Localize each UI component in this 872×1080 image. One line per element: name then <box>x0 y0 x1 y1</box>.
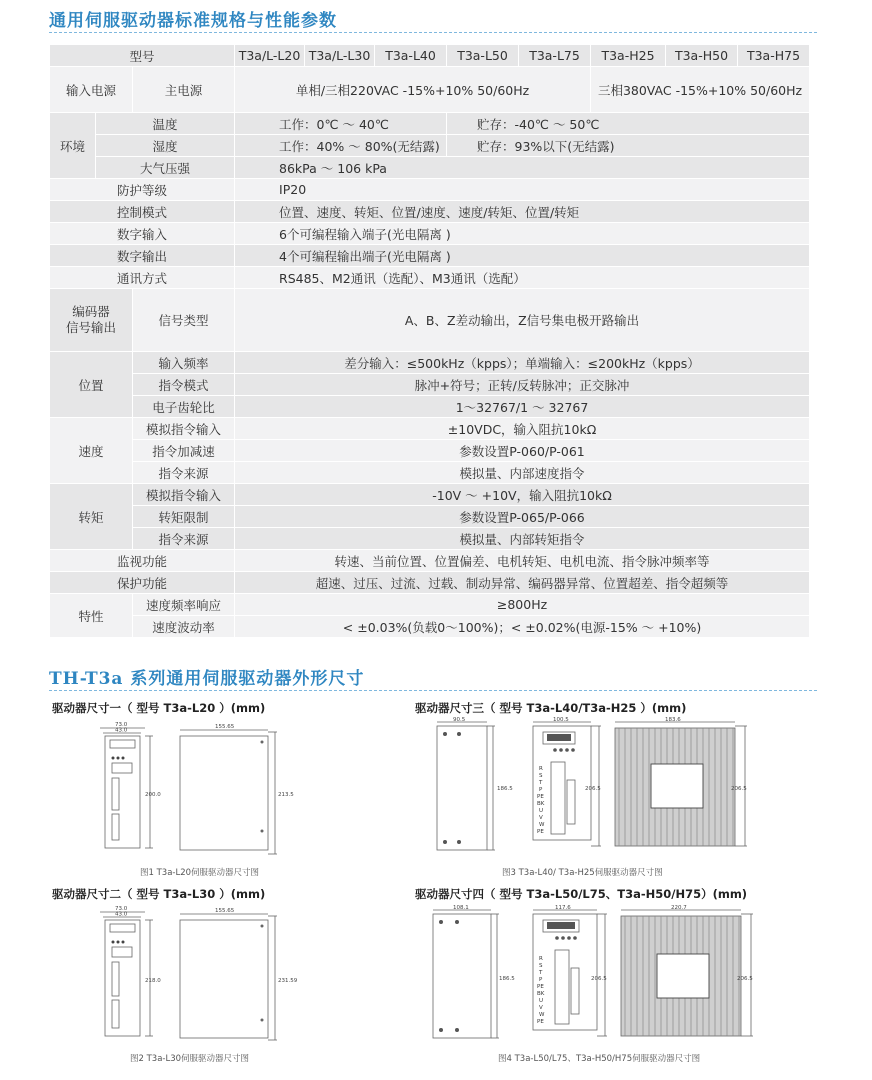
row-value: 单相/三相220VAC -15%+10% 50/60Hz <box>235 67 591 113</box>
terminal-labels <box>537 956 545 1025</box>
row-label: 数字输入 <box>50 223 235 245</box>
figure-caption-2: 图2 T3a-L30伺服驱动器尺寸图 <box>130 1054 250 1064</box>
dim-front-height-label: 206.5 <box>585 786 601 792</box>
dim-width-label: 108.1 <box>453 905 469 911</box>
row-label: 指令来源 <box>133 462 235 484</box>
terminal-label: S <box>539 963 543 969</box>
dim-width-label: 73.0 <box>115 722 128 728</box>
row-group-label: 速度 <box>50 418 133 484</box>
table-row <box>50 267 810 289</box>
model-cell: T3a/L-L20 <box>235 45 305 67</box>
row-label: 保护功能 <box>50 572 235 594</box>
row-label: 湿度 <box>96 135 235 157</box>
terminal-label: R <box>539 766 543 772</box>
row-value: 86kPa ～ 106 kPa <box>235 157 810 179</box>
model-cell: T3a-L50 <box>447 45 519 67</box>
row-group-label: 位置 <box>50 352 133 418</box>
terminal-label: S <box>539 773 543 779</box>
terminal-label: U <box>539 998 544 1004</box>
terminal-labels <box>537 766 545 835</box>
row-value: A、B、Z差动输出，Z信号集电极开路输出 <box>235 289 810 352</box>
table-row <box>50 179 810 201</box>
drawing-t3a-l30 <box>95 902 300 1044</box>
terminal-label: P <box>539 977 543 983</box>
table-row <box>50 484 810 506</box>
row-label: 控制模式 <box>50 201 235 223</box>
row-value: 工作：40% ～ 80%(无结露) <box>235 135 447 157</box>
terminal-label: W <box>539 822 545 828</box>
terminal-label: T <box>539 780 543 786</box>
table-row <box>50 289 810 352</box>
table-row <box>50 572 810 594</box>
model-cell: T3a-H75 <box>738 45 810 67</box>
table-row <box>50 113 810 135</box>
row-value: 超速、过压、过流、过载、制动异常、编码器异常、位置超差、指令超频等 <box>235 572 810 594</box>
dim-width-label: 73.0 <box>115 906 128 912</box>
row-value: IP20 <box>235 179 810 201</box>
dim-total-height-label: 213.5 <box>278 792 294 798</box>
row-group-label: 编码器 信号输出 <box>50 289 133 352</box>
terminal-label: W <box>539 1012 545 1018</box>
dim-side-height-label: 206.5 <box>737 976 753 982</box>
model-cell: T3a-H50 <box>666 45 738 67</box>
row-value: 贮存：93%以下(无结露) <box>447 135 810 157</box>
table-row <box>50 616 810 638</box>
spec-section-title: 通用伺服驱动器标准规格与性能参数 <box>49 11 337 31</box>
dimension-heading-2: 驱动器尺寸二（ 型号 T3a-L30 ）(mm) <box>52 887 266 901</box>
row-value: 模拟量、内部速度指令 <box>235 462 810 484</box>
table-row <box>50 245 810 267</box>
table-row <box>50 45 810 67</box>
row-value: 6个可编程输入端子(光电隔离 ) <box>235 223 810 245</box>
terminal-label: U <box>539 808 544 814</box>
terminal-label: PE <box>537 794 544 800</box>
row-label: 防护等级 <box>50 179 235 201</box>
table-row <box>50 396 810 418</box>
terminal-label: BK <box>537 801 545 807</box>
row-label: 指令来源 <box>133 528 235 550</box>
table-row <box>50 440 810 462</box>
table-row <box>50 550 810 572</box>
row-value: 参数设置P-060/P-061 <box>235 440 810 462</box>
dim-height-label: 200.0 <box>145 792 161 798</box>
dimension-heading-4: 驱动器尺寸四（ 型号 T3a-L50/L75、T3a-H50/H75）(mm) <box>415 887 748 901</box>
table-row <box>50 528 810 550</box>
row-group-label: 转矩 <box>50 484 133 550</box>
figure-caption-1: 图1 T3a-L20伺服驱动器尺寸图 <box>140 868 260 878</box>
drawing-t3a-l50-l75-h50-h75 <box>425 904 765 1048</box>
dim-width-label: 90.5 <box>453 717 466 723</box>
dim-side-height-label: 206.5 <box>731 786 747 792</box>
dim-inner-label: 43.0 <box>115 727 128 734</box>
row-label: 模拟指令输入 <box>133 418 235 440</box>
row-value: 三相380VAC -15%+10% 50/60Hz <box>591 67 810 113</box>
dim-depth-label: 220.7 <box>671 905 687 911</box>
row-value: ±10VDC，输入阻抗10kΩ <box>235 418 810 440</box>
row-value: ≥800Hz <box>235 594 810 616</box>
row-value: RS485、M2通讯（选配）、M3通讯（选配） <box>235 267 810 289</box>
terminal-label: BK <box>537 991 545 997</box>
model-cell: T3a-L75 <box>519 45 591 67</box>
table-row <box>50 157 810 179</box>
dim-height-label: 186.5 <box>497 786 513 792</box>
drawing-t3a-l40-h25 <box>425 716 765 860</box>
row-value: 模拟量、内部转矩指令 <box>235 528 810 550</box>
terminal-label: P <box>539 787 543 793</box>
dimension-heading-3: 驱动器尺寸三（ 型号 T3a-L40/T3a-H25 ）(mm) <box>415 701 687 715</box>
terminal-label: PE <box>537 1019 544 1025</box>
terminal-label: PE <box>537 829 544 835</box>
dim-total-height-label: 231.59 <box>278 978 298 984</box>
dim-front-width-label: 100.5 <box>553 717 569 723</box>
dim-depth-label: 155.65 <box>215 908 235 914</box>
model-cell: T3a-L40 <box>375 45 447 67</box>
row-label: 电子齿轮比 <box>133 396 235 418</box>
row-label: 信号类型 <box>133 289 235 352</box>
table-row <box>50 223 810 245</box>
terminal-label: PE <box>537 984 544 990</box>
row-value: 工作：0℃ ～ 40℃ <box>235 113 447 135</box>
table-row <box>50 418 810 440</box>
row-value: 4个可编程输出端子(光电隔离 ) <box>235 245 810 267</box>
row-label: 数字输出 <box>50 245 235 267</box>
row-label: 模拟指令输入 <box>133 484 235 506</box>
row-value: -10V ～ +10V，输入阻抗10kΩ <box>235 484 810 506</box>
dimension-heading-1: 驱动器尺寸一（ 型号 T3a-L20 ）(mm) <box>52 701 266 715</box>
dimension-section-title: TH-T3a 系列通用伺服驱动器外形尺寸 <box>49 669 365 689</box>
figure-caption-3: 图3 T3a-L40/ T3a-H25伺服驱动器尺寸图 <box>502 868 663 878</box>
model-cell: T3a/L-L30 <box>305 45 375 67</box>
table-row <box>50 506 810 528</box>
model-header-label: 型号 <box>50 45 235 67</box>
row-value: 参数设置P-065/P-066 <box>235 506 810 528</box>
row-group-label: 环境 <box>50 113 96 179</box>
row-label: 速度波动率 <box>133 616 235 638</box>
row-value: 贮存：-40℃ ～ 50℃ <box>447 113 810 135</box>
figure-caption-4: 图4 T3a-L50/L75、T3a-H50/H75伺服驱动器尺寸图 <box>498 1054 701 1064</box>
dimension-title-divider <box>49 690 817 692</box>
row-label: 输入频率 <box>133 352 235 374</box>
row-value: 差分输入：≤500kHz（kpps）；单端输入：≤200kHz（kpps） <box>235 352 810 374</box>
row-value: 脉冲+符号；正转/反转脉冲；正交脉冲 <box>235 374 810 396</box>
table-row <box>50 462 810 484</box>
terminal-label: V <box>539 1005 543 1011</box>
terminal-label: T <box>539 970 543 976</box>
row-label: 大气压强 <box>96 157 235 179</box>
dim-depth-label: 155.65 <box>215 724 235 730</box>
table-row <box>50 201 810 223</box>
row-group-label: 输入电源 <box>50 67 133 113</box>
row-group-label: 特性 <box>50 594 133 638</box>
dim-height-label: 218.0 <box>145 978 161 984</box>
spec-table <box>49 44 810 638</box>
row-label: 转矩限制 <box>133 506 235 528</box>
table-row <box>50 352 810 374</box>
row-value: 位置、速度、转矩、位置/速度、速度/转矩、位置/转矩 <box>235 201 810 223</box>
table-row <box>50 594 810 616</box>
table-row <box>50 374 810 396</box>
row-label: 指令模式 <box>133 374 235 396</box>
row-label: 主电源 <box>133 67 235 113</box>
dim-depth-label: 183.6 <box>665 717 681 723</box>
dim-height-label: 186.5 <box>499 976 515 982</box>
model-cell: T3a-H25 <box>591 45 666 67</box>
terminal-label: V <box>539 815 543 821</box>
row-value: < ±0.03%(负载0～100%)；< ±0.02%(电源-15% ～ +10%) <box>235 616 810 638</box>
table-row <box>50 67 810 113</box>
dim-front-width-label: 117.6 <box>555 905 571 911</box>
row-label: 温度 <box>96 113 235 135</box>
row-label: 速度频率响应 <box>133 594 235 616</box>
table-row <box>50 135 810 157</box>
spec-title-divider <box>49 32 817 34</box>
row-value: 1～32767/1 ～ 32767 <box>235 396 810 418</box>
row-value: 转速、当前位置、位置偏差、电机转矩、电机电流、指令脉冲频率等 <box>235 550 810 572</box>
row-label: 监视功能 <box>50 550 235 572</box>
row-label: 通讯方式 <box>50 267 235 289</box>
row-label: 指令加减速 <box>133 440 235 462</box>
dim-front-height-label: 206.5 <box>591 976 607 982</box>
terminal-label: R <box>539 956 543 962</box>
drawing-t3a-l20 <box>95 718 300 860</box>
dim-inner-label: 43.0 <box>115 911 128 918</box>
